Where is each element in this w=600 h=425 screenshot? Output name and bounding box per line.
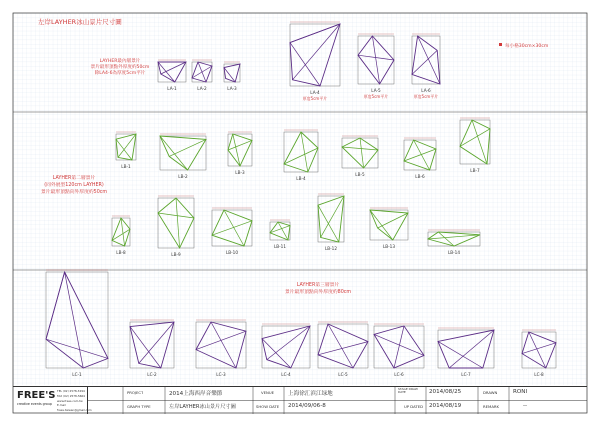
legend-marker [499, 43, 502, 46]
panel-label: LB-5 [355, 172, 365, 177]
panel-label: LC-3 [216, 372, 226, 377]
contact-fax: FAX (02) 2578-5664 [57, 393, 85, 398]
title-block [13, 386, 587, 414]
updated-label: UP DATED [404, 404, 424, 409]
section-a-note-3: 除LA4-6為厚度5cm平片 [94, 71, 146, 76]
drawn-value: RONI [513, 389, 528, 395]
contact-web: www.frees.com.tw [57, 398, 83, 403]
panel-label: LA-5 [371, 88, 381, 93]
panel-label: LB-11 [273, 244, 287, 249]
panel-label: LB-3 [235, 170, 245, 175]
sheet-title: 左岸LAYHER冰山景片尺寸圖 [38, 18, 122, 26]
panel-label: LA-2 [197, 86, 207, 91]
panel-label: LB-12 [324, 246, 338, 251]
panel-label: LC-6 [394, 372, 404, 377]
section-c-note-1: LAYHER第三層景片 [296, 283, 340, 288]
venue-label: VENUE [261, 390, 275, 395]
title-block-lines [13, 387, 587, 414]
remark-label: REMARK [483, 404, 500, 409]
section-a-note-2: 景片最形頂點外厚度約50cm [90, 65, 150, 70]
section-b-note-3: 景片最形頂點向外厚度約50cm [40, 190, 108, 195]
remark-value: -- [523, 403, 528, 409]
updated-value: 2014/08/19 [429, 403, 462, 409]
logo-subtitle: creative events group [17, 402, 52, 406]
show-date-label: SHOW DATE [256, 404, 280, 409]
panel-label: LA-4 [310, 90, 320, 95]
graph-type-value: 左岸LAYHER冰山景片尺寸圖 [169, 404, 236, 410]
section-b-note-1: LAYHER第二層景片 [52, 176, 96, 181]
panel-label: LB-8 [116, 250, 126, 255]
section-b-note-2: (同外展型120cm LAYHER) [44, 183, 104, 188]
legend-note: 每小格30cm×30cm [505, 44, 549, 49]
drawn-label: DRAWN [483, 390, 498, 395]
panel-label: LC-1 [72, 372, 82, 377]
panel-label: LB-6 [415, 174, 425, 179]
panel-label: LB-10 [225, 250, 239, 255]
panel-label: LC-8 [534, 372, 544, 377]
panel-label: LB-4 [296, 176, 306, 181]
panel-label: LC-7 [461, 372, 471, 377]
panel-label: LB-13 [382, 244, 396, 249]
show-date-value: 2014/09/06-8 [288, 403, 326, 409]
panel-label: LC-4 [281, 372, 291, 377]
panel-thickness-note: 厚度5cm平片 [413, 94, 439, 99]
project-value: 2014上海西岸音樂節 [169, 391, 223, 397]
panel-label: LB-7 [470, 168, 480, 173]
panel-label: LA-1 [167, 86, 177, 91]
panel-label: LB-9 [171, 252, 181, 257]
panel-label: LC-5 [338, 372, 348, 377]
panel-label: LC-2 [147, 372, 157, 377]
logo: FREE'S [17, 390, 56, 401]
contact-tel: TEL (02) 2578-3294 [57, 389, 85, 393]
panel-thickness-note: 厚度5cm平片 [363, 94, 389, 99]
section-a-note-1: LAYHER最內層景片 [99, 59, 141, 64]
panel-label: LB-1 [121, 164, 131, 169]
section-c-note-2: 景片最形頂點向外厚度約80cm [284, 290, 352, 295]
panel-label: LA-3 [227, 86, 237, 91]
stage-date-value: 2014/08/25 [429, 389, 462, 395]
graph-type-label: GRAPH TYPE [127, 404, 151, 409]
panel-thickness-note: 厚度5cm平片 [302, 96, 328, 101]
contact-email: E-mail frees.taiwan@gmail.com [57, 403, 92, 413]
stage-date-label: STAGE DRAW DATE [398, 388, 418, 395]
panel-label: LA-6 [421, 88, 431, 93]
project-label: PROJECT [127, 390, 144, 395]
panel-label: LB-14 [447, 250, 461, 255]
venue-value: 上海徐汇滨江绿地 [288, 391, 333, 397]
panel-label: LB-2 [178, 174, 188, 179]
